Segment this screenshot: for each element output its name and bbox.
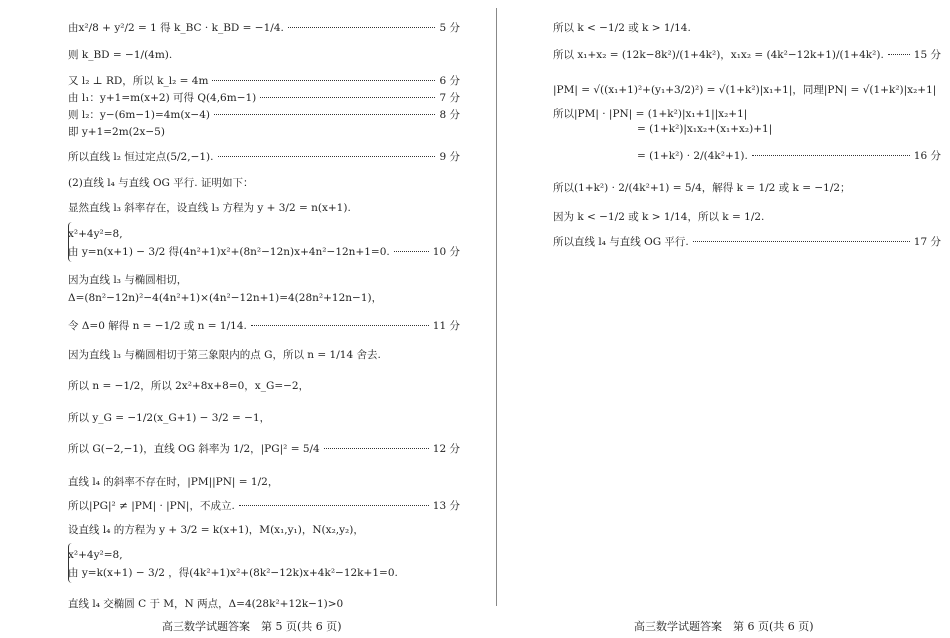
solution-text: 因为直线 l₃ 与椭圆相切， xyxy=(68,274,188,286)
solution-text: 又 l₂ ⊥ RD，所以 k_l₂ = 4m xyxy=(68,75,209,87)
solution-line xyxy=(553,234,941,249)
footer-page-6: 高三数学试题答案 第 6 页(共 6 页) xyxy=(634,620,814,633)
score-mark: 8 分 xyxy=(439,109,460,121)
solution-line xyxy=(637,123,941,135)
dot-leader xyxy=(288,27,436,28)
dot-leader xyxy=(888,54,910,55)
solution-line xyxy=(68,149,460,164)
solution-line xyxy=(68,474,460,489)
solution-line xyxy=(68,596,460,611)
score-mark: 17 分 xyxy=(913,236,941,248)
solution-text: (2)直线 l₄ 与直线 OG 平行. 证明如下： xyxy=(68,177,254,189)
score-mark: 11 分 xyxy=(432,320,460,332)
dot-leader xyxy=(260,97,435,98)
dot-leader xyxy=(324,448,429,449)
solution-text: 即 y+1=2m(2x−5) xyxy=(68,126,165,138)
score-mark: 6 分 xyxy=(439,75,460,87)
dot-leader xyxy=(239,505,429,506)
solution-text: 由 y=n(x+1) − 3/2 得(4n²+1)x²+(8n²−12n)x+4n²−12n+1=0. xyxy=(68,246,390,258)
dot-leader xyxy=(251,325,429,326)
solution-text: 设直线 l₄ 的方程为 y + 3/2 = k(x+1)，M(x₁,y₁)，N(x₂,y₂)， xyxy=(68,524,364,536)
solution-text: |PM| = √((x₁+1)²+(y₁+3/2)²) = √(1+k²)|x₁+1|，同理|PN| = √(1+k²)|x₂+1| xyxy=(553,84,937,96)
solution-line xyxy=(553,47,941,62)
solution-line xyxy=(68,549,460,561)
solution-line xyxy=(68,124,460,139)
solution-text: x²+4y²=8, xyxy=(68,228,123,240)
solution-text: 直线 l₄ 的斜率不存在时，|PM||PN| = 1/2， xyxy=(68,476,279,488)
score-mark: 10 分 xyxy=(432,246,460,258)
solution-line xyxy=(68,290,460,305)
solution-line xyxy=(68,565,460,580)
solution-text: 因为直线 l₃ 与椭圆相切于第三象限内的点 G，所以 n = 1/14 舍去. xyxy=(68,349,381,361)
solution-text: 因为 k < −1/2 或 k > 1/14，所以 k = 1/2. xyxy=(553,211,765,223)
solution-line xyxy=(68,244,460,259)
footer-page-5: 高三数学试题答案 第 5 页(共 6 页) xyxy=(162,620,342,633)
solution-line xyxy=(553,180,941,195)
score-mark: 7 分 xyxy=(439,92,460,104)
solution-text: 显然直线 l₃ 斜率存在，设直线 l₃ 方程为 y + 3/2 = n(x+1). xyxy=(68,202,351,214)
solution-text: = (1+k²)|x₁x₂+(x₁+x₂)+1| xyxy=(637,123,773,135)
solution-text: 令 Δ=0 解得 n = −1/2 或 n = 1/14. xyxy=(68,320,247,332)
dot-leader xyxy=(693,241,910,242)
dot-leader xyxy=(214,114,435,115)
page-divider xyxy=(496,8,497,606)
solution-line xyxy=(553,209,941,224)
solution-line xyxy=(68,47,460,62)
solution-text: x²+4y²=8, xyxy=(68,549,123,561)
score-mark: 9 分 xyxy=(439,151,460,163)
solution-text: 所以 y_G = −1/2(x_G+1) − 3/2 = −1， xyxy=(68,412,271,424)
score-mark: 12 分 xyxy=(432,443,460,455)
equation-system-brace xyxy=(68,222,75,262)
solution-text: 所以 k < −1/2 或 k > 1/14. xyxy=(553,22,691,34)
solution-line xyxy=(68,522,460,537)
solution-line xyxy=(553,82,941,97)
score-mark: 5 分 xyxy=(439,22,460,34)
solution-line xyxy=(68,498,460,513)
solution-line xyxy=(68,378,460,393)
solution-text: 所以|PM| · |PN| = (1+k²)|x₁+1||x₂+1| xyxy=(553,108,748,120)
solution-line xyxy=(68,20,460,35)
solution-text: 所以|PG|² ≠ |PM| · |PN|，不成立. xyxy=(68,500,235,512)
solution-line xyxy=(68,90,460,105)
solution-text: 由x²/8 + y²/2 = 1 得 k_BC · k_BD = −1/4. xyxy=(68,22,284,34)
solution-text: 则 l₂：y−(6m−1)=4m(x−4) xyxy=(68,109,210,121)
solution-text: 所以 n = −1/2，所以 2x²+8x+8=0，x_G=−2， xyxy=(68,380,310,392)
dot-leader xyxy=(394,251,429,252)
score-mark: 13 分 xyxy=(432,500,460,512)
score-mark: 15 分 xyxy=(913,49,941,61)
solution-line xyxy=(68,272,460,287)
solution-line xyxy=(68,107,460,122)
score-mark: 16 分 xyxy=(913,150,941,162)
solution-line xyxy=(68,410,460,425)
solution-text: Δ=(8n²−12n)²−4(4n²+1)×(4n²−12n+1)=4(28n²+12n−1)， xyxy=(68,292,383,304)
dot-leader xyxy=(752,155,910,156)
dot-leader xyxy=(212,80,435,81)
solution-text: 所以 G(−2,−1)，直线 OG 斜率为 1/2，|PG|² = 5/4 xyxy=(68,443,320,455)
solution-text: = (1+k²) · 2/(4k²+1). xyxy=(637,149,748,162)
dot-leader xyxy=(218,156,436,157)
solution-text: 则 k_BD = −1/(4m). xyxy=(68,49,173,61)
solution-line xyxy=(68,200,460,215)
solution-line xyxy=(637,148,941,163)
solution-line xyxy=(68,318,460,333)
solution-line xyxy=(553,20,941,35)
solution-text: 所以 x₁+x₂ = (12k−8k²)/(1+4k²)，x₁x₂ = (4k²−12k+1)/(1+4k²). xyxy=(553,49,884,61)
solution-text: 所以直线 l₄ 与直线 OG 平行. xyxy=(553,236,689,248)
solution-line xyxy=(68,175,460,190)
solution-line xyxy=(68,228,460,240)
solution-text: 所以(1+k²) · 2/(4k²+1) = 5/4，解得 k = 1/2 或 k = −1/2； xyxy=(553,182,851,194)
solution-text: 由 l₁：y+1=m(x+2) 可得 Q(4,6m−1) xyxy=(68,92,257,104)
equation-system-brace xyxy=(68,543,75,583)
solution-line xyxy=(68,347,460,362)
solution-line xyxy=(68,441,460,456)
solution-text: 由 y=k(x+1) − 3/2 ，得(4k²+1)x²+(8k²−12k)x+4k²−12k+1=0. xyxy=(68,567,398,579)
solution-text: 所以直线 l₂ 恒过定点(5/2,−1). xyxy=(68,151,214,163)
solution-text: 直线 l₄ 交椭圆 C 于 M，N 两点，Δ=4(28k²+12k−1)>0 xyxy=(68,598,344,610)
solution-line xyxy=(68,73,460,88)
solution-line xyxy=(553,106,941,121)
